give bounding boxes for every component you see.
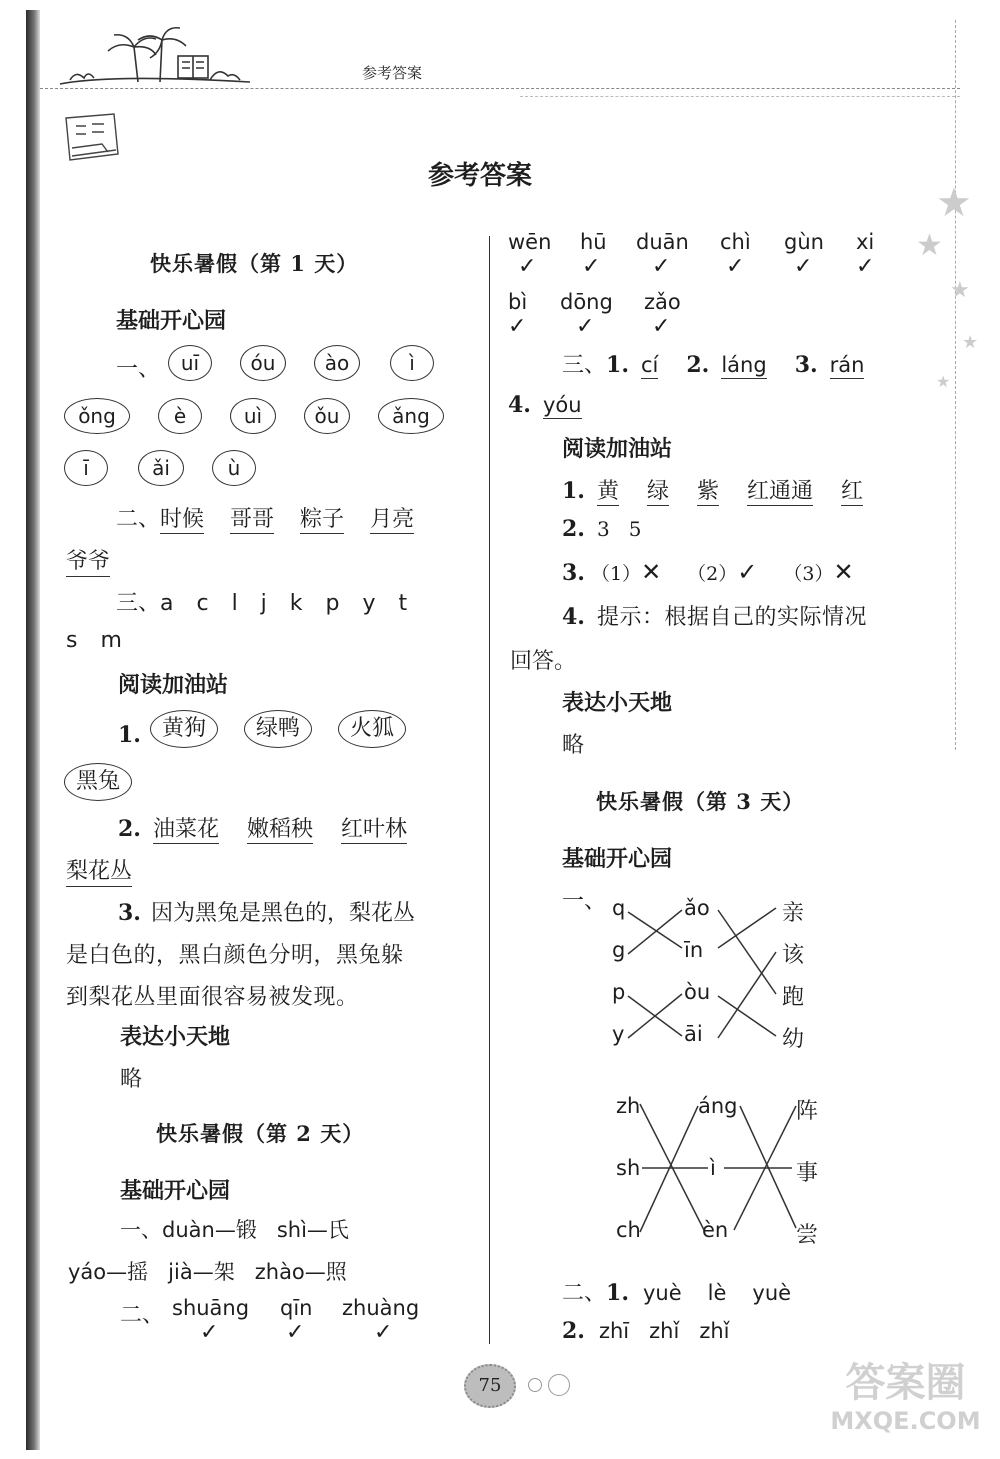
answer-word: 月亮 bbox=[370, 507, 415, 532]
item-number: 2. bbox=[562, 1318, 585, 1344]
circle-decoration-icon bbox=[548, 1374, 570, 1396]
day2-r3 bbox=[562, 558, 854, 586]
day3-section-jichu: 基础开心园 bbox=[562, 846, 673, 872]
matching-lines-1 bbox=[600, 890, 800, 1060]
header-divider-2 bbox=[520, 96, 960, 97]
answer-text: 略 bbox=[562, 733, 585, 758]
check-icon: ✓ bbox=[374, 1320, 393, 1345]
pinyin-answer: zhī bbox=[598, 1319, 630, 1343]
letters: a c l j k p y t bbox=[160, 591, 411, 616]
answer-text: 回答。 bbox=[510, 649, 577, 674]
answer-text: 到梨花丛里面很容易被发现。 bbox=[66, 985, 359, 1010]
check-icon: ✓ bbox=[737, 558, 758, 586]
option-label: （3） bbox=[783, 563, 834, 585]
binding-edge bbox=[26, 10, 40, 1450]
circled-word: 黄狗 bbox=[150, 710, 218, 748]
day1-q1-row2 bbox=[64, 398, 444, 434]
cross-icon: ✕ bbox=[833, 558, 854, 586]
pinyin-answer: chì bbox=[720, 230, 751, 254]
match-mid: áng bbox=[698, 1094, 738, 1118]
circled-word: 黑兔 bbox=[64, 763, 132, 801]
q-prefix: 三、 bbox=[562, 353, 607, 378]
day2-q2-prefix: 二、 bbox=[120, 1303, 165, 1328]
check-icon: ✓ bbox=[582, 254, 601, 279]
answer-text: 3 5 bbox=[596, 517, 642, 541]
option-label: （2） bbox=[687, 563, 738, 585]
day2-q1-line2: yáo—摇 jià—架 zhào—照 bbox=[68, 1260, 347, 1284]
answer-word: 红通通 bbox=[747, 479, 814, 504]
match-left: g bbox=[612, 938, 626, 962]
star-icon: ★ bbox=[936, 180, 972, 226]
day1-q2 bbox=[116, 502, 414, 533]
answer-text: 提示：根据自己的实际情况 bbox=[596, 605, 867, 630]
day2-r2 bbox=[562, 516, 642, 542]
match-mid: èn bbox=[702, 1218, 729, 1242]
check-icon: ✓ bbox=[856, 254, 875, 279]
answer-word: 哥哥 bbox=[230, 507, 275, 532]
match-right: 亲 bbox=[782, 901, 805, 926]
day2-q3 bbox=[562, 348, 864, 379]
match-left: sh bbox=[616, 1156, 641, 1180]
circled-syllable: ǎi bbox=[138, 450, 184, 486]
item-number: 2. bbox=[118, 816, 141, 842]
match-mid: ì bbox=[710, 1156, 716, 1180]
day3-q2-2 bbox=[562, 1318, 729, 1344]
pinyin-answer: láng bbox=[721, 353, 767, 377]
page-number-badge bbox=[464, 1364, 516, 1408]
match-left: q bbox=[612, 896, 626, 920]
answer-word: 梨花丛 bbox=[66, 854, 132, 887]
item-number: 1. bbox=[606, 1280, 629, 1306]
circled-syllable: ào bbox=[314, 345, 360, 381]
check-icon: ✓ bbox=[652, 314, 671, 339]
page-number: 75 bbox=[478, 1375, 502, 1396]
day2-r1 bbox=[562, 474, 863, 505]
pinyin-answer: hū bbox=[580, 230, 607, 254]
check-icon: ✓ bbox=[652, 254, 671, 279]
pinyin-answer: lè bbox=[707, 1281, 727, 1305]
day1-section-yuedu: 阅读加油站 bbox=[118, 672, 229, 698]
matching-lines-2 bbox=[600, 1088, 810, 1248]
circled-word: 火狐 bbox=[338, 710, 406, 748]
match-right: 阵 bbox=[796, 1099, 819, 1124]
check-icon: ✓ bbox=[794, 254, 813, 279]
pinyin-answer: xi bbox=[856, 230, 875, 254]
pinyin-answer: gùn bbox=[784, 230, 824, 254]
day1-r2 bbox=[118, 812, 407, 843]
star-icon: ★ bbox=[936, 372, 951, 391]
answer-word: 粽子 bbox=[300, 507, 345, 532]
day2-title: 快乐暑假（第 2 天） bbox=[156, 1121, 365, 1146]
pinyin-answer: shuāng bbox=[172, 1296, 250, 1320]
day2-r4 bbox=[562, 600, 867, 631]
answer-text: 是白色的，黑白颜色分明，黑兔躲 bbox=[66, 943, 404, 968]
check-icon: ✓ bbox=[286, 1320, 305, 1345]
cross-icon: ✕ bbox=[641, 558, 662, 586]
pinyin-answer: qīn bbox=[280, 1296, 313, 1320]
right-margin-dashes bbox=[955, 20, 956, 750]
watermark-text: 答案圈 bbox=[845, 1360, 966, 1406]
match-left: ch bbox=[616, 1218, 641, 1242]
circle-decoration-icon bbox=[528, 1378, 542, 1392]
day1-section-biaoda: 表达小天地 bbox=[120, 1024, 231, 1050]
pinyin-answer: zhuàng bbox=[342, 1296, 420, 1320]
item-number: 1. bbox=[606, 352, 629, 378]
q-prefix: 二、 bbox=[116, 507, 161, 532]
day2-q3-item4 bbox=[508, 392, 582, 418]
pinyin-answer: cí bbox=[640, 353, 659, 377]
match-mid: īn bbox=[684, 938, 704, 962]
palm-tree-header-icon bbox=[50, 22, 250, 92]
day1-q3 bbox=[116, 586, 410, 617]
day1-q1-row3 bbox=[64, 450, 256, 486]
circled-syllable: ù bbox=[212, 450, 256, 486]
check-icon: ✓ bbox=[726, 254, 745, 279]
q-prefix: 二、 bbox=[562, 1281, 607, 1306]
item-number: 2. bbox=[686, 352, 710, 378]
day1-title: 快乐暑假（第 1 天） bbox=[150, 251, 359, 276]
answer-word: 红 bbox=[841, 479, 864, 504]
pinyin-answer: yuè bbox=[752, 1281, 792, 1305]
pinyin-answer: rán bbox=[829, 353, 865, 377]
circled-syllable: ǎng bbox=[378, 398, 444, 434]
answer-text: 因为黑兔是黑色的，梨花丛 bbox=[150, 901, 415, 926]
match-right: 事 bbox=[796, 1161, 819, 1186]
item-number: 3. bbox=[118, 900, 141, 926]
answer-word: 紫 bbox=[697, 479, 720, 504]
pinyin-answer: bì bbox=[508, 290, 528, 314]
answer-word: 油菜花 bbox=[152, 817, 219, 842]
circled-syllable: uì bbox=[230, 398, 276, 434]
check-icon: ✓ bbox=[518, 254, 537, 279]
item-number: 1. bbox=[562, 478, 585, 504]
header-divider bbox=[40, 88, 960, 89]
pinyin-answer: wēn bbox=[508, 230, 552, 254]
match-right: 跑 bbox=[782, 985, 805, 1010]
item-number: 1. bbox=[118, 722, 141, 748]
pinyin-answer: yóu bbox=[542, 393, 582, 417]
check-icon: ✓ bbox=[576, 314, 595, 339]
day1-r3-line1 bbox=[118, 896, 415, 927]
answer-word: 绿 bbox=[646, 479, 669, 504]
watermark-text: MXQE.COM bbox=[830, 1407, 981, 1435]
day1-q1-row1 bbox=[168, 345, 434, 381]
match-left: zh bbox=[616, 1094, 641, 1118]
star-icon: ★ bbox=[962, 332, 979, 353]
answer-word: 红叶林 bbox=[341, 817, 408, 842]
star-icon: ★ bbox=[916, 228, 943, 263]
match-left: y bbox=[612, 1022, 625, 1046]
day2-q1-line1: 一、duàn—锻 shì—氏 bbox=[120, 1218, 349, 1242]
match-mid: òu bbox=[684, 980, 711, 1004]
item-number: 3. bbox=[794, 352, 818, 378]
page-title: 参考答案 bbox=[428, 161, 533, 191]
day3-title: 快乐暑假（第 3 天） bbox=[596, 789, 805, 814]
answer-word: 时候 bbox=[160, 507, 205, 532]
pinyin-answer: zhǐ bbox=[649, 1319, 680, 1343]
match-right: 该 bbox=[782, 943, 805, 968]
match-mid: ǎo bbox=[684, 896, 710, 920]
day1-section-jichu: 基础开心园 bbox=[116, 308, 227, 334]
circled-syllable: uī bbox=[168, 345, 212, 381]
match-right: 尝 bbox=[796, 1223, 819, 1248]
watermark-logo bbox=[818, 1360, 993, 1436]
pinyin-answer: duān bbox=[636, 230, 689, 254]
pinyin-answer: zhǐ bbox=[699, 1319, 730, 1343]
star-icon: ★ bbox=[950, 278, 970, 303]
running-title: 参考答案 bbox=[362, 64, 423, 82]
check-icon: ✓ bbox=[200, 1320, 219, 1345]
day1-q1-prefix: 一、 bbox=[116, 357, 161, 382]
match-left: p bbox=[612, 980, 626, 1004]
item-number: 4. bbox=[562, 604, 585, 630]
item-number: 3. bbox=[562, 560, 585, 586]
answer-text: 略 bbox=[120, 1067, 143, 1092]
answer-word: 爷爷 bbox=[66, 544, 110, 577]
day3-q2-1 bbox=[562, 1276, 791, 1307]
column-divider bbox=[489, 236, 490, 1344]
circled-syllable: óu bbox=[240, 345, 286, 381]
answer-word: 黄 bbox=[596, 479, 619, 504]
item-number: 4. bbox=[508, 392, 531, 418]
match-mid: āi bbox=[684, 1022, 703, 1046]
letters-line2: s m bbox=[66, 628, 125, 653]
match-right: 幼 bbox=[782, 1027, 805, 1052]
option-label: （1） bbox=[590, 563, 642, 585]
pinyin-answer: zǎo bbox=[644, 290, 681, 314]
pinyin-answer: yuè bbox=[642, 1281, 682, 1305]
circled-syllable: ǒng bbox=[64, 398, 130, 434]
check-icon: ✓ bbox=[508, 314, 527, 339]
q-prefix: 三、 bbox=[116, 591, 161, 616]
circled-syllable: è bbox=[158, 398, 202, 434]
day1-r1-row1 bbox=[150, 710, 406, 748]
day3-q1-prefix: 一、 bbox=[562, 889, 607, 914]
homework-stamp-icon bbox=[58, 110, 124, 166]
item-number: 2. bbox=[562, 516, 585, 542]
circled-word: 绿鸭 bbox=[244, 710, 312, 748]
answer-word: 嫩稻秧 bbox=[246, 817, 313, 842]
circled-syllable: ǒu bbox=[304, 398, 350, 434]
circled-syllable: ì bbox=[390, 345, 434, 381]
day2-section-jichu: 基础开心园 bbox=[120, 1178, 231, 1204]
day2-section-yuedu: 阅读加油站 bbox=[562, 436, 673, 462]
circled-syllable: ī bbox=[64, 450, 108, 486]
pinyin-answer: dōng bbox=[560, 290, 613, 314]
day2-section-biaoda: 表达小天地 bbox=[562, 690, 673, 716]
